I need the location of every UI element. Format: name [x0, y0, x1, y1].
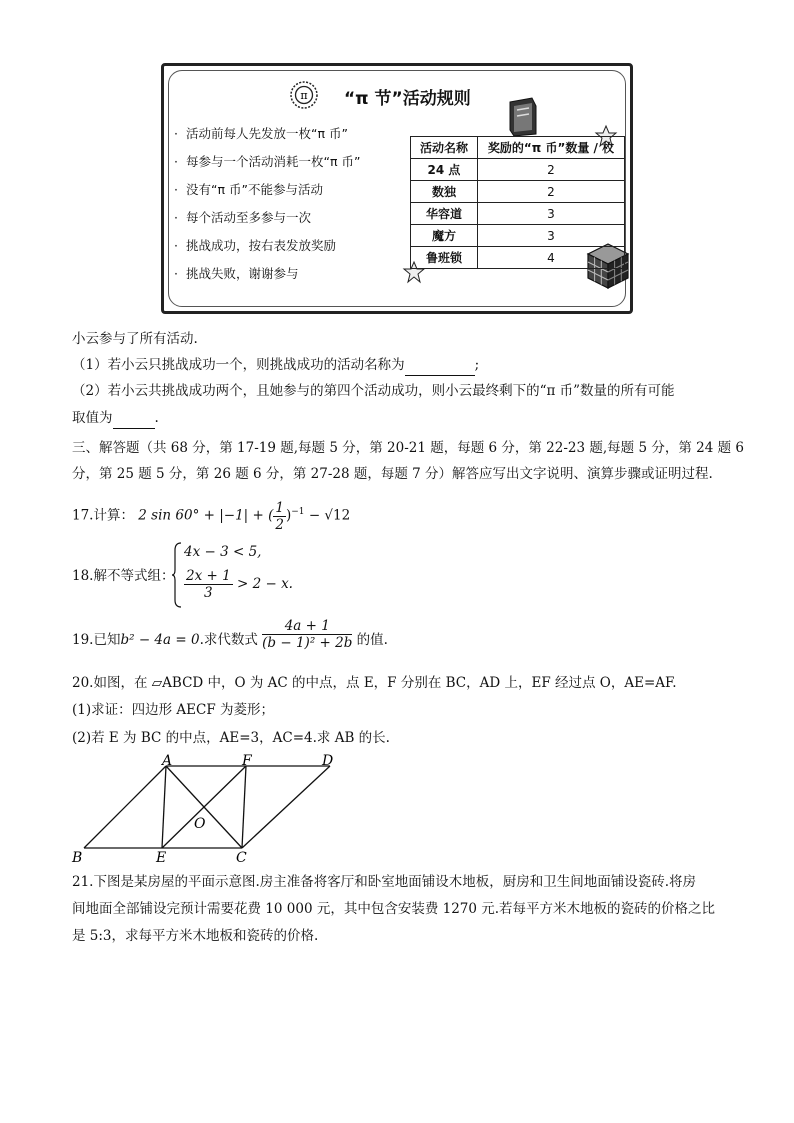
card-title: “π 节”活动规则 — [344, 89, 471, 109]
reward-value: 4 — [478, 247, 625, 269]
rule-item: · 活动前每人先发放一枚“π 币” — [174, 126, 348, 141]
rewards-table — [410, 136, 625, 269]
pi-coin-icon — [289, 80, 319, 110]
q16-part2-cont: 取值为 . — [72, 408, 159, 429]
rule-item: · 每个活动至多参与一次 — [174, 210, 312, 225]
q21-line2: 间地面全部铺设完预计需要花费 10 000 元，其中包含安装费 1270 元.若每平方米木地板的瓷砖的价格之比 — [72, 901, 716, 917]
activity-rules-card — [161, 63, 633, 314]
activity-name: 魔方 — [411, 225, 478, 247]
q16-part1: （1）若小云只挑战成功一个，则挑战成功的活动名称为 ; — [72, 355, 479, 376]
point-label: C — [236, 850, 247, 866]
segment-FE — [162, 766, 246, 848]
rule-item: · 没有“π 币”不能参与活动 — [174, 182, 323, 197]
q18-ineq2: $\frac{2x + 1}{3}$ > 2 − x. — [186, 568, 293, 601]
q20-part1: (1)求证：四边形 AECF 为菱形； — [72, 702, 275, 718]
point-label: A — [162, 754, 173, 769]
rule-item: · 挑战失败，谢谢参与 — [174, 266, 299, 281]
fraction: $\frac{4a + 1}{\text{(b − 1)² + 2b}}$ — [262, 618, 353, 651]
q17: 17.计算： 2 sin 60° + |−1| + ( $\frac{1}{2}$ )$^{-1}$ − √12 — [72, 499, 351, 533]
activity-name: 数独 — [411, 181, 478, 203]
table-row — [411, 225, 625, 247]
column-header: 奖励的“π 币”数量 / 枚 — [478, 137, 625, 159]
table-row — [411, 247, 625, 269]
table-header-row — [411, 137, 625, 159]
fraction: $\frac{1}{2}$ — [275, 499, 284, 533]
reward-value: 3 — [478, 203, 625, 225]
point-label: O — [194, 816, 206, 832]
segment-AB — [84, 766, 166, 848]
table-row — [411, 203, 625, 225]
rule-item: · 每参与一个活动消耗一枚“π 币” — [174, 154, 361, 169]
section-header: 三、解答题（共 68 分，第 17-19 题,每题 5 分，第 20-21 题，每题 6 分，第 22-23 题,每题 5 分，第 24 题 6 — [72, 440, 744, 456]
point-label: D — [322, 754, 334, 769]
activity-name: 华容道 — [411, 203, 478, 225]
segment-DC — [242, 766, 330, 848]
fraction: $\frac{2x + 1}{3}$ — [186, 568, 231, 601]
q16-part2: （2）若小云共挑战成功两个，且她参与的第四个活动成功，则小云最终剩下的“π 币”数量的所有可能 — [72, 383, 675, 399]
q16-intro: 小云参与了所有活动. — [72, 331, 198, 347]
reward-value: 3 — [478, 225, 625, 247]
q20-part2: (2)若 E 为 BC 的中点，AE=3，AC=4.求 AB 的长. — [72, 730, 390, 746]
q20-stem: 20.如图，在 ▱ABCD 中，O 为 AC 的中点，点 E，F 分别在 BC，AD 上，EF 经过点 O，AE=AF. — [72, 675, 677, 691]
parallelogram-figure — [70, 754, 350, 866]
point-label: B — [72, 850, 83, 866]
segment-FC — [242, 766, 246, 848]
answer-blank — [113, 408, 155, 429]
segment-AE — [162, 766, 166, 848]
activity-name: 24 点 — [411, 159, 478, 181]
table-row — [411, 159, 625, 181]
activity-name: 鲁班锁 — [411, 247, 478, 269]
q19: 19.已知b² − 4a = 0.求代数式 $\frac{4a + 1}{\text{(b − 1)² + 2b}}$ 的值. — [72, 618, 388, 651]
q21-line1: 21.下图是某房屋的平面示意图.房主准备将客厅和卧室地面铺设木地板，厨房和卫生间地面铺设瓷砖.将房 — [72, 874, 697, 890]
q18-ineq1: 4x − 3 < 5, — [184, 544, 262, 560]
table-row — [411, 181, 625, 203]
point-label: E — [156, 850, 167, 866]
q18-label: 18.解不等式组： — [72, 568, 175, 584]
column-header: 活动名称 — [411, 137, 478, 159]
brace-icon — [172, 542, 182, 608]
pi-symbol: π — [300, 89, 308, 102]
reward-value: 2 — [478, 181, 625, 203]
q21-line3: 是 5:3，求每平方米木地板和瓷砖的价格. — [72, 928, 319, 944]
point-label: F — [242, 754, 252, 769]
answer-blank — [405, 355, 475, 376]
section-header-cont: 分，第 25 题 5 分，第 26 题 6 分，第 27-28 题，每题 7 分）解答应写出文字说明、演算步骤或证明过程. — [72, 466, 713, 482]
reward-value: 2 — [478, 159, 625, 181]
book-decoration-icon — [506, 96, 540, 136]
rule-item: · 挑战成功，按右表发放奖励 — [174, 238, 337, 253]
